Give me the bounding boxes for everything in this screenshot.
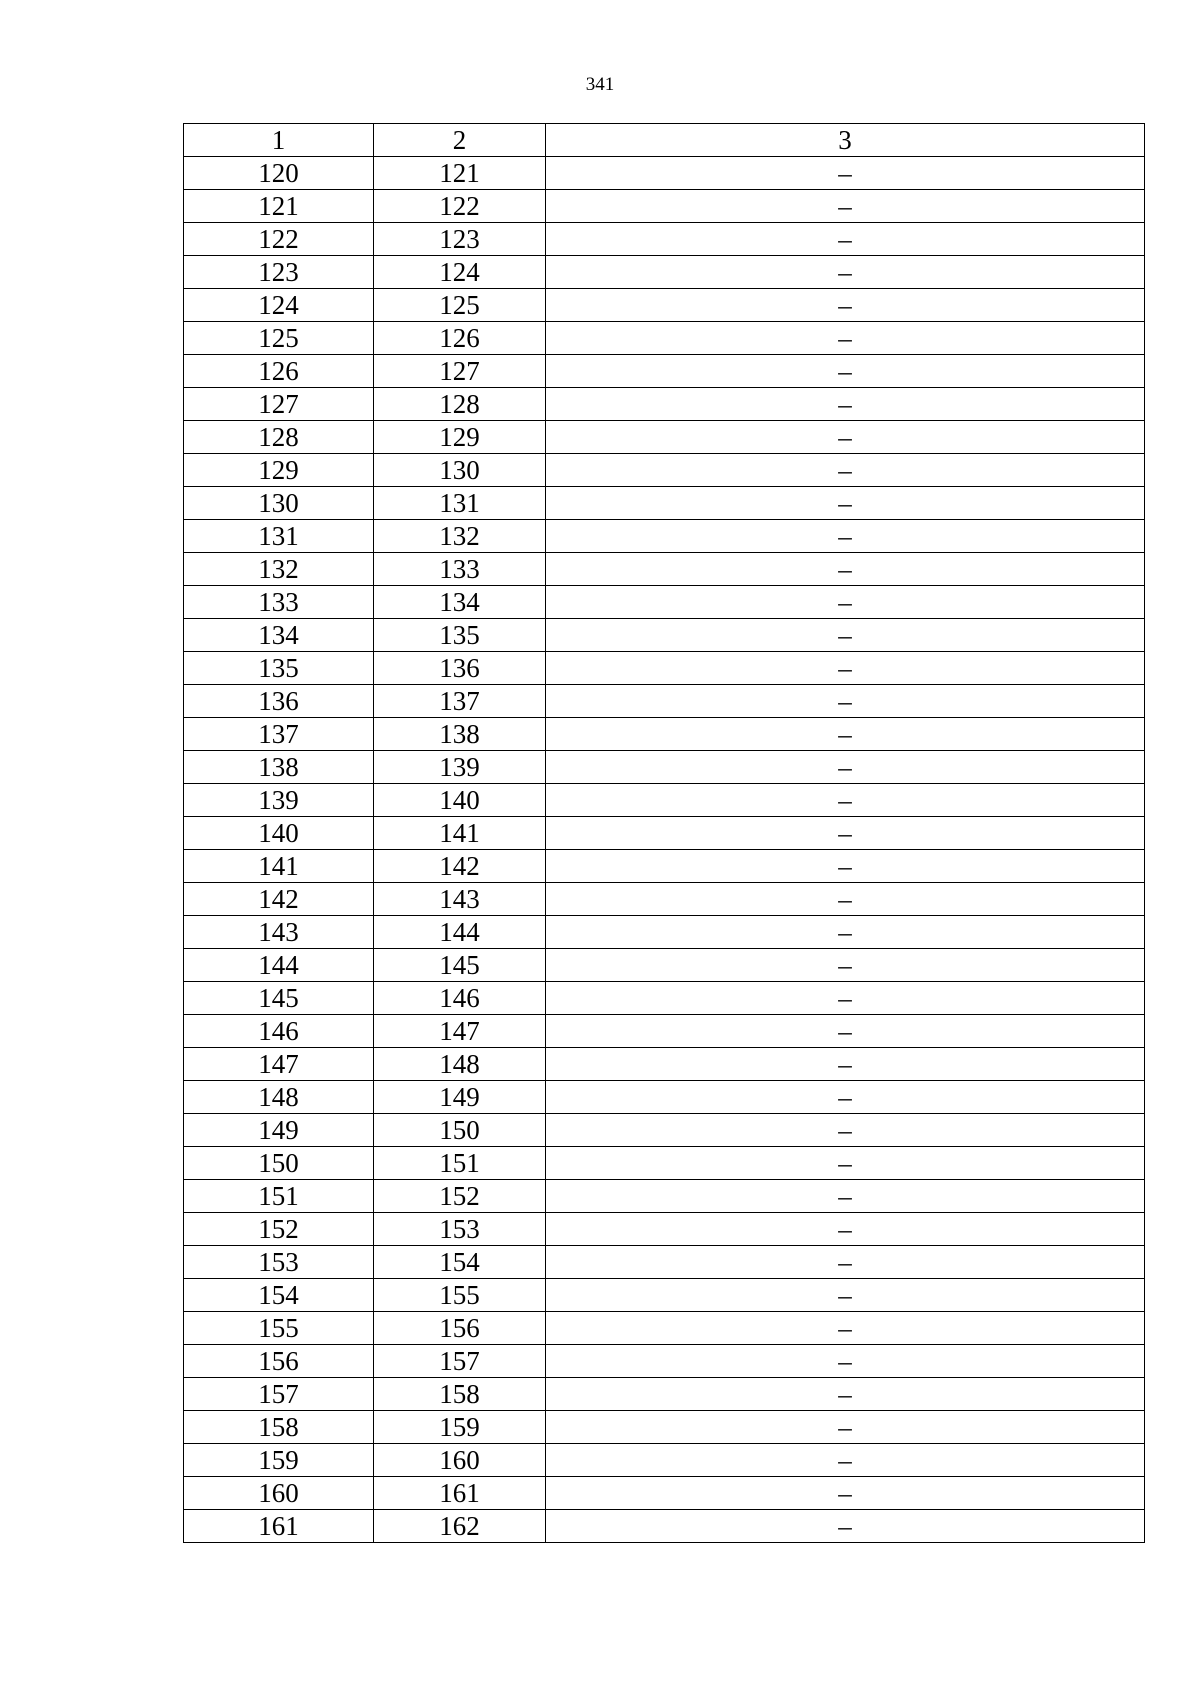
table-cell-col3: – [546, 355, 1145, 388]
table-cell-col3: – [546, 1147, 1145, 1180]
table-cell-col2: 154 [374, 1246, 546, 1279]
table-cell-col3: – [546, 1411, 1145, 1444]
table-cell-col2: 161 [374, 1477, 546, 1510]
table-row [184, 784, 1145, 817]
table-cell-col1: 152 [184, 1213, 374, 1246]
table-row [184, 1114, 1145, 1147]
table-cell-col1: 128 [184, 421, 374, 454]
table-cell-col3: – [546, 619, 1145, 652]
table-row [184, 520, 1145, 553]
table-cell-col3: – [546, 1378, 1145, 1411]
table-row [184, 1378, 1145, 1411]
table-cell-col2: 138 [374, 718, 546, 751]
table-row [184, 1246, 1145, 1279]
table-cell-col2: 137 [374, 685, 546, 718]
table-cell-col3: – [546, 1213, 1145, 1246]
table-cell-col3: – [546, 850, 1145, 883]
table-row [184, 949, 1145, 982]
table-row [184, 883, 1145, 916]
table-row [184, 157, 1145, 190]
table-cell-col2: 130 [374, 454, 546, 487]
table-cell-col2: 142 [374, 850, 546, 883]
table-row [184, 817, 1145, 850]
table-row [184, 289, 1145, 322]
table-cell-col3: – [546, 223, 1145, 256]
table-cell-col1: 148 [184, 1081, 374, 1114]
table-cell-col3: – [546, 553, 1145, 586]
table-cell-col1: 125 [184, 322, 374, 355]
table-cell-col3: – [546, 388, 1145, 421]
table-cell-col3: – [546, 322, 1145, 355]
table-cell-col3: – [546, 1444, 1145, 1477]
table-cell-col3: – [546, 1180, 1145, 1213]
table-cell-col3: – [546, 1081, 1145, 1114]
table-cell-col3: – [546, 718, 1145, 751]
table-cell-col2: 152 [374, 1180, 546, 1213]
table-cell-col3: – [546, 190, 1145, 223]
table-cell-col3: – [546, 157, 1145, 190]
table-cell-col1: 132 [184, 553, 374, 586]
table-row [184, 190, 1145, 223]
table-cell-col1: 151 [184, 1180, 374, 1213]
table-cell-col1: 157 [184, 1378, 374, 1411]
table-row [184, 1213, 1145, 1246]
table-row [184, 1444, 1145, 1477]
table-cell-col1: 135 [184, 652, 374, 685]
table-cell-col2: 151 [374, 1147, 546, 1180]
table-cell-col2: 128 [374, 388, 546, 421]
table-cell-col1: 123 [184, 256, 374, 289]
table-cell-col1: 131 [184, 520, 374, 553]
table-cell-col1: 133 [184, 586, 374, 619]
table-cell-col2: 157 [374, 1345, 546, 1378]
table-cell-col3: – [546, 1015, 1145, 1048]
table-cell-col1: 130 [184, 487, 374, 520]
table-row [184, 916, 1145, 949]
table-cell-col2: 124 [374, 256, 546, 289]
table-row [184, 850, 1145, 883]
table-cell-col3: – [546, 949, 1145, 982]
table-row [184, 388, 1145, 421]
table-cell-col1: 124 [184, 289, 374, 322]
table-cell-col1: 144 [184, 949, 374, 982]
table-row [184, 1048, 1145, 1081]
table-row [184, 1510, 1145, 1543]
table-cell-col2: 125 [374, 289, 546, 322]
table-row [184, 256, 1145, 289]
table-row [184, 619, 1145, 652]
table-cell-col2: 126 [374, 322, 546, 355]
table-cell-col3: – [546, 751, 1145, 784]
table-row [184, 1147, 1145, 1180]
table-cell-col3: – [546, 454, 1145, 487]
column-header: 1 [184, 124, 374, 157]
table-cell-col2: 131 [374, 487, 546, 520]
table-row [184, 1345, 1145, 1378]
table-cell-col3: – [546, 1279, 1145, 1312]
table-cell-col1: 150 [184, 1147, 374, 1180]
table-cell-col1: 161 [184, 1510, 374, 1543]
table-row [184, 1180, 1145, 1213]
data-table [183, 123, 1145, 1543]
table-cell-col1: 126 [184, 355, 374, 388]
page-number: 341 [585, 74, 615, 95]
table-cell-col3: – [546, 883, 1145, 916]
table-row [184, 1477, 1145, 1510]
table-cell-col3: – [546, 256, 1145, 289]
table-cell-col2: 129 [374, 421, 546, 454]
table-cell-col2: 153 [374, 1213, 546, 1246]
table-row [184, 487, 1145, 520]
table-cell-col1: 121 [184, 190, 374, 223]
table-row [184, 1411, 1145, 1444]
table-row [184, 322, 1145, 355]
table-cell-col1: 134 [184, 619, 374, 652]
table-cell-col3: – [546, 1477, 1145, 1510]
table-cell-col3: – [546, 1114, 1145, 1147]
table-cell-col2: 136 [374, 652, 546, 685]
table-cell-col3: – [546, 520, 1145, 553]
table-row [184, 1312, 1145, 1345]
table-row [184, 718, 1145, 751]
table-cell-col2: 150 [374, 1114, 546, 1147]
table-cell-col1: 158 [184, 1411, 374, 1444]
column-header: 2 [374, 124, 546, 157]
table-cell-col1: 153 [184, 1246, 374, 1279]
table-cell-col2: 147 [374, 1015, 546, 1048]
table-cell-col2: 135 [374, 619, 546, 652]
table-cell-col2: 160 [374, 1444, 546, 1477]
table-cell-col2: 162 [374, 1510, 546, 1543]
table-header-row [184, 124, 1145, 157]
table-cell-col2: 143 [374, 883, 546, 916]
table-cell-col3: – [546, 289, 1145, 322]
table-cell-col1: 141 [184, 850, 374, 883]
table-row [184, 1279, 1145, 1312]
table-cell-col1: 127 [184, 388, 374, 421]
table-row [184, 454, 1145, 487]
table-cell-col2: 144 [374, 916, 546, 949]
table-cell-col1: 146 [184, 1015, 374, 1048]
table-cell-col2: 159 [374, 1411, 546, 1444]
table-cell-col1: 145 [184, 982, 374, 1015]
table-cell-col2: 123 [374, 223, 546, 256]
table-cell-col1: 142 [184, 883, 374, 916]
table-cell-col1: 120 [184, 157, 374, 190]
table-cell-col1: 138 [184, 751, 374, 784]
table-cell-col2: 127 [374, 355, 546, 388]
table-cell-col1: 129 [184, 454, 374, 487]
table-cell-col1: 137 [184, 718, 374, 751]
table-cell-col3: – [546, 1048, 1145, 1081]
table-cell-col3: – [546, 817, 1145, 850]
table-row [184, 223, 1145, 256]
table-row [184, 553, 1145, 586]
table-cell-col2: 121 [374, 157, 546, 190]
table-cell-col3: – [546, 652, 1145, 685]
table-cell-col3: – [546, 586, 1145, 619]
table-cell-col3: – [546, 685, 1145, 718]
table-cell-col2: 158 [374, 1378, 546, 1411]
table-row [184, 355, 1145, 388]
table-cell-col2: 148 [374, 1048, 546, 1081]
table-cell-col1: 154 [184, 1279, 374, 1312]
table-cell-col1: 155 [184, 1312, 374, 1345]
table-cell-col2: 139 [374, 751, 546, 784]
table-row [184, 1081, 1145, 1114]
table-cell-col2: 132 [374, 520, 546, 553]
table-cell-col2: 134 [374, 586, 546, 619]
table-cell-col1: 139 [184, 784, 374, 817]
table-row [184, 1015, 1145, 1048]
table-cell-col1: 159 [184, 1444, 374, 1477]
table-body [184, 124, 1145, 1543]
table-row [184, 652, 1145, 685]
table-cell-col2: 140 [374, 784, 546, 817]
table-cell-col3: – [546, 784, 1145, 817]
table-cell-col2: 149 [374, 1081, 546, 1114]
table-cell-col3: – [546, 916, 1145, 949]
table-cell-col2: 145 [374, 949, 546, 982]
table-cell-col2: 122 [374, 190, 546, 223]
table-cell-col2: 146 [374, 982, 546, 1015]
table-cell-col2: 155 [374, 1279, 546, 1312]
table-row [184, 421, 1145, 454]
table-cell-col1: 140 [184, 817, 374, 850]
table-cell-col1: 122 [184, 223, 374, 256]
table-row [184, 685, 1145, 718]
table-row [184, 586, 1145, 619]
table-cell-col3: – [546, 1246, 1145, 1279]
table-row [184, 982, 1145, 1015]
table-cell-col3: – [546, 982, 1145, 1015]
table-cell-col1: 156 [184, 1345, 374, 1378]
table-cell-col2: 133 [374, 553, 546, 586]
table-cell-col2: 156 [374, 1312, 546, 1345]
table-row [184, 751, 1145, 784]
table-cell-col3: – [546, 421, 1145, 454]
table-cell-col3: – [546, 1312, 1145, 1345]
table-cell-col2: 141 [374, 817, 546, 850]
table-cell-col1: 160 [184, 1477, 374, 1510]
column-header: 3 [546, 124, 1145, 157]
table-cell-col1: 147 [184, 1048, 374, 1081]
table-cell-col3: – [546, 1345, 1145, 1378]
table-cell-col1: 143 [184, 916, 374, 949]
table-cell-col1: 136 [184, 685, 374, 718]
table-cell-col3: – [546, 1510, 1145, 1543]
table-cell-col1: 149 [184, 1114, 374, 1147]
data-table-container [183, 123, 1144, 1543]
table-cell-col3: – [546, 487, 1145, 520]
